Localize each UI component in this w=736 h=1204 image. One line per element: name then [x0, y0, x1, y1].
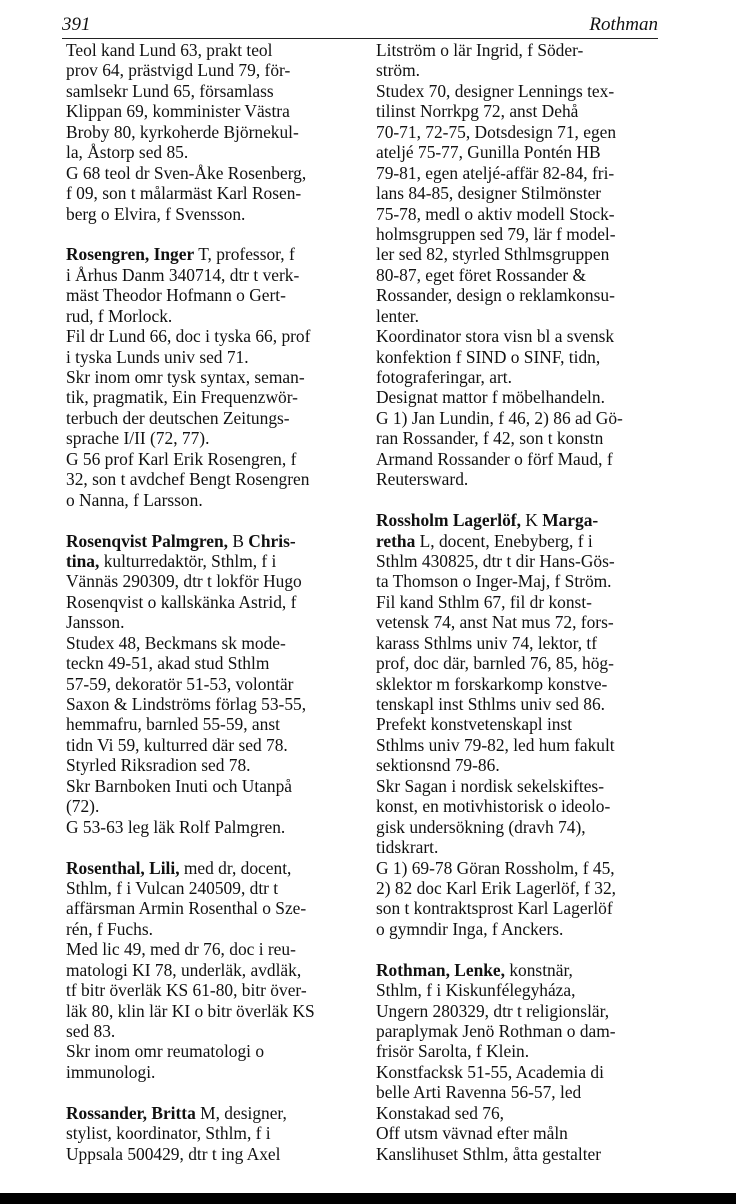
entry-heading-rest: M, designer, [195, 1102, 287, 1123]
text-line: 80-87, eget föret Rossander & [376, 264, 587, 285]
text-line: Skr Sagan i nordisk sekelskiftes- [376, 775, 604, 796]
text-line: Sthlm, f i Vulcan 240509, dtr t [66, 877, 279, 898]
entry-gap [376, 490, 666, 510]
text-line: o gymndir Inga, f Anckers. [376, 918, 564, 939]
text-line: lans 84-85, designer Stilmönster [376, 183, 602, 204]
biography-entry [66, 531, 356, 838]
entry-heading-line [66, 531, 356, 551]
text-line: Sthlm 430825, dtr t dir Hans-Gös- [376, 550, 615, 571]
biography-entry [66, 1103, 356, 1164]
text-line: Studex 70, designer Lennings tex- [376, 80, 615, 101]
text-line: Litström o lär Ingrid, f Söder- [376, 40, 584, 60]
entry-heading-line [66, 1103, 356, 1123]
text-line: ler sed 82, styrled Sthlmsgruppen [376, 244, 610, 265]
text-line: la, Åstorp sed 85. [66, 142, 189, 163]
entry-gap [66, 510, 356, 530]
text-line: hemmafru, barnled 55-59, anst [66, 714, 280, 735]
text-line: i Århus Danm 340714, dtr t verk- [66, 264, 300, 285]
entry-name: Rosenqvist Palmgren, [66, 530, 228, 551]
text-line: son t kontraktsprost Karl Lagerlöf [376, 898, 613, 919]
text-line: o Nanna, f Larsson. [66, 489, 203, 510]
biography-entry [376, 510, 666, 939]
text-line: Reutersward. [376, 469, 469, 490]
text-line: gisk undersökning (dravh 74), [376, 816, 586, 837]
text-line: rud, f Morlock. [66, 305, 173, 326]
text-line: Broby 80, kyrkoherde Björnekul- [66, 121, 299, 142]
text-line: Studex 48, Beckmans sk mode- [66, 632, 286, 653]
text-line: f 09, son t målarmäst Karl Rosen- [66, 183, 302, 204]
text-line: frisör Sarolta, f Klein. [376, 1041, 530, 1062]
entry-gap [66, 224, 356, 244]
running-title: Rothman [589, 14, 658, 35]
text-line: teckn 49-51, akad stud Sthlm [66, 653, 270, 674]
text-line: tidn Vi 59, kulturred där sed 78. [66, 734, 288, 755]
text-line: Fil kand Sthlm 67, fil dr konst- [376, 591, 592, 612]
text-line: tik, pragmatik, Ein Frequenzwör- [66, 387, 298, 408]
text-line: Koordinator stora visn bl a svensk [376, 326, 615, 347]
text-line: prof, doc där, barnled 76, 85, hög- [376, 653, 614, 674]
text-line: 57-59, dekoratör 51-53, volontär [66, 673, 294, 694]
entry-name: Rosengren, Inger [66, 244, 195, 265]
text-line: läk 80, klin lär KI o bitr överläk KS [66, 1000, 315, 1021]
text-line: sklektor m forskarkomp konstve- [376, 673, 608, 694]
header-rule [62, 38, 658, 39]
text-line: Prefekt konstvetenskapl inst [376, 714, 573, 735]
text-line: Teol kand Lund 63, prakt teol [66, 40, 273, 60]
text-line: karass Sthlms univ 74, lektor, tf [376, 632, 598, 653]
text-line: tf bitr överläk KS 61-80, bitr över- [66, 980, 307, 1001]
entry-name: Rothman, Lenke, [376, 959, 505, 980]
entry-continuation [66, 40, 356, 224]
text-line: Skr inom omr reumatologi o [66, 1041, 265, 1062]
text-line: Off utsm vävnad efter måln [376, 1123, 568, 1144]
text-line: G 53-63 leg läk Rolf Palmgren. [66, 816, 286, 837]
entry-heading-rest: T, professor, f [194, 244, 295, 265]
text-line: tina, kulturredaktör, Sthlm, f i [66, 550, 277, 571]
entry-name: Rossander, Britta [66, 1102, 196, 1123]
scan-edge-bar [0, 1193, 736, 1204]
biography-entry [376, 960, 666, 1164]
text-line: sprache I/II (72, 77). [66, 428, 210, 449]
left-column [66, 40, 356, 1164]
text-line: ateljé 75-77, Gunilla Pontén HB [376, 142, 601, 163]
entry-heading-line [376, 960, 666, 980]
text-line: vetensk 74, anst Nat mus 72, fors- [376, 612, 614, 633]
text-line: lenter. [376, 305, 419, 326]
text-line: sektionsnd 79-86. [376, 755, 500, 776]
text-line: Rosenqvist o kallskänka Astrid, f [66, 591, 297, 612]
entry-name: Rosenthal, Lili, [66, 857, 180, 878]
entry-gap [66, 837, 356, 857]
text-line: 75-78, medl o aktiv modell Stock- [376, 203, 615, 224]
text-line: tilinst Norrkpg 72, anst Dehå [376, 101, 579, 122]
text-line: samlsekr Lund 65, församlass [66, 80, 274, 101]
text-line: G 56 prof Karl Erik Rosengren, f [66, 448, 297, 469]
text-line: 32, son t avdchef Bengt Rosengren [66, 469, 310, 490]
text-line: berg o Elvira, f Svensson. [66, 203, 246, 224]
text-line: Rossander, design o reklamkonsu- [376, 285, 615, 306]
text-line: Kanslihuset Sthlm, åtta gestalter [376, 1143, 602, 1164]
text-line: Armand Rossander o förf Maud, f [376, 448, 613, 469]
text-line: Uppsala 500429, dtr t ing Axel [66, 1143, 281, 1164]
text-line: belle Arti Ravenna 56-57, led [376, 1082, 582, 1103]
text-line: prov 64, prästvigd Lund 79, för- [66, 60, 291, 81]
text-line: sed 83. [66, 1021, 116, 1041]
text-line: ström. [376, 60, 420, 81]
text-line: Saxon & Lindströms förlag 53-55, [66, 694, 307, 714]
text-line: 2) 82 doc Karl Erik Lagerlöf, f 32, [376, 877, 617, 898]
biography-entry [66, 858, 356, 1083]
text-line: Vännäs 290309, dtr t lokför Hugo [66, 571, 302, 592]
entry-name-cont: Marga- [542, 510, 599, 531]
text-line: mäst Theodor Hofmann o Gert- [66, 285, 286, 306]
text-line: Klippan 69, komminister Västra [66, 101, 290, 122]
text-line: affärsman Armin Rosenthal o Sze- [66, 898, 307, 919]
entry-heading-rest: med dr, docent, [179, 857, 292, 878]
text-line: Ungern 280329, dtr t religionslär, [376, 1000, 610, 1021]
text-line: 79-81, egen ateljé-affär 82-84, fri- [376, 162, 615, 183]
text-line: retha L, docent, Enebyberg, f i [376, 530, 593, 551]
text-line: G 1) 69-78 Göran Rossholm, f 45, [376, 857, 615, 878]
text-line: immunologi. [66, 1061, 156, 1082]
page-header [62, 8, 658, 36]
text-line: 70-71, 72-75, Dotsdesign 71, egen [376, 121, 617, 142]
text-line: ta Thomson o Inger-Maj, f Ström. [376, 571, 612, 592]
text-line: tenskapl inst Sthlms univ sed 86. [376, 694, 605, 714]
text-line: Fil dr Lund 66, doc i tyska 66, prof [66, 326, 311, 347]
text-line: i tyska Lunds univ sed 71. [66, 346, 249, 367]
text-line: tidskrart. [376, 837, 439, 858]
text-line: Konstakad sed 76, [376, 1102, 504, 1123]
text-line: fotograferingar, art. [376, 367, 512, 387]
text-line: Konstfacksk 51-55, Academia di [376, 1061, 604, 1082]
text-line: G 68 teol dr Sven-Åke Rosenberg, [66, 162, 307, 183]
text-line: stylist, koordinator, Sthlm, f i [66, 1123, 271, 1144]
text-line: konfektion f SIND o SINF, tidn, [376, 346, 601, 367]
text-line: Sthlms univ 79-82, led hum fakult [376, 734, 615, 755]
text-line: Sthlm, f i Kiskunfélegyháza, [376, 980, 576, 1001]
text-line: (72). [66, 796, 100, 817]
text-line: matologi KI 78, underläk, avdläk, [66, 959, 302, 980]
text-line: paraplymak Jenö Rothman o dam- [376, 1021, 616, 1041]
text-line: G 1) Jan Lundin, f 46, 2) 86 ad Gö- [376, 407, 623, 428]
text-line: Styrled Riksradion sed 78. [66, 755, 251, 776]
entry-name-cont: Chris- [248, 530, 296, 551]
entry-name: Rossholm Lagerlöf, [376, 510, 521, 531]
text-line: konst, en motivhistorisk o ideolo- [376, 796, 611, 817]
entry-heading-line [376, 510, 666, 530]
page-number: 391 [62, 14, 91, 35]
text-line: Skr Barnboken Inuti och Utanpå [66, 775, 293, 796]
text-line: holmsgruppen sed 79, lär f model- [376, 223, 616, 244]
text-line: ran Rossander, f 42, son t konstn [376, 428, 604, 449]
entry-gap [66, 1082, 356, 1102]
text-line: terbuch der deutschen Zeitungs- [66, 407, 290, 428]
text-line: Skr inom omr tysk syntax, seman- [66, 367, 305, 387]
entry-heading-rest: B [228, 530, 249, 551]
text-line: Designat mattor f möbelhandeln. [376, 387, 605, 408]
entry-heading-rest: konstnär, [505, 959, 573, 980]
entry-heading-line [66, 858, 356, 878]
entry-gap [376, 939, 666, 959]
entry-heading-line [66, 244, 356, 264]
text-line: rén, f Fuchs. [66, 918, 153, 939]
biography-entry [66, 244, 356, 510]
entry-continuation [376, 40, 666, 490]
text-line: Jansson. [66, 612, 125, 633]
entry-heading-rest: K [520, 510, 543, 531]
right-column [376, 40, 666, 1164]
text-line: Med lic 49, med dr 76, doc i reu- [66, 939, 296, 960]
